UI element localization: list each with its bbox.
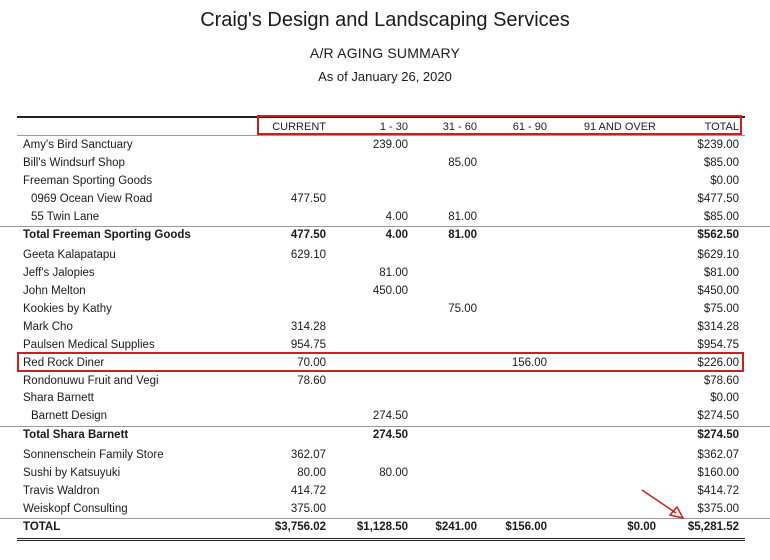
cell-total: $81.00 [703, 267, 739, 279]
customer-name: Total Shara Barnett [23, 429, 129, 441]
cell-total: $239.00 [697, 139, 739, 151]
cell-31-60: 75.00 [448, 303, 477, 315]
cell-91-over: $0.00 [627, 521, 656, 533]
cell-total: $362.07 [697, 449, 739, 461]
cell-1-30: 274.50 [372, 429, 408, 441]
table-row [0, 390, 770, 408]
cell-total: $78.60 [703, 375, 739, 387]
cell-total: $85.00 [703, 211, 739, 223]
cell-current: 362.07 [290, 449, 326, 461]
report-date: As of January 26, 2020 [318, 69, 452, 84]
table-row [0, 265, 770, 283]
cell-total: $0.00 [710, 392, 739, 404]
cell-1-30: 239.00 [372, 139, 408, 151]
cell-total: $274.50 [697, 429, 739, 441]
table-row [0, 283, 770, 301]
table-row [0, 173, 770, 191]
cell-31-60: 85.00 [448, 157, 477, 169]
grand-total-rule [17, 538, 745, 542]
customer-name: 55 Twin Lane [31, 211, 100, 223]
customer-name: Travis Waldron [23, 485, 100, 497]
customer-name: Amy's Bird Sanctuary [23, 139, 133, 151]
red-rock-diner-highlight [17, 352, 744, 372]
cell-current: 375.00 [290, 503, 326, 515]
cell-current: 477.50 [290, 229, 326, 241]
cell-total: $85.00 [703, 157, 739, 169]
customer-name: Bill's Windsurf Shop [23, 157, 125, 169]
cell-total: $562.50 [697, 229, 739, 241]
cell-61-90: $156.00 [505, 521, 547, 533]
col-header-1-30: 1 - 30 [379, 121, 408, 133]
customer-name: Kookies by Kathy [23, 303, 112, 315]
cell-current: 954.75 [290, 339, 326, 351]
table-row [0, 319, 770, 337]
customer-name: Red Rock Diner [23, 357, 105, 369]
cell-current: 477.50 [290, 193, 326, 205]
table-row [0, 247, 770, 265]
cell-1-30: 80.00 [379, 467, 408, 479]
subtotal-row [0, 426, 770, 445]
customer-name: Barnett Design [31, 410, 108, 422]
customer-name: Sushi by Katsuyuki [23, 467, 121, 479]
cell-current: 314.28 [290, 321, 326, 333]
table-row [0, 191, 770, 209]
customer-name: Rondonuwu Fruit and Vegi [23, 375, 159, 387]
table-row [0, 301, 770, 319]
cell-current: 78.60 [297, 375, 326, 387]
col-header-61-90: 61 - 90 [512, 121, 547, 133]
cell-current: 70.00 [297, 357, 326, 369]
col-header-total: TOTAL [704, 121, 739, 133]
column-header-highlight [257, 115, 742, 135]
customer-name: Weiskopf Consulting [23, 503, 128, 515]
customer-name: Total Freeman Sporting Goods [23, 229, 191, 241]
col-header-91-over: 91 AND OVER [583, 121, 656, 133]
cell-total: $160.00 [697, 467, 739, 479]
cell-1-30: 4.00 [385, 229, 408, 241]
customer-name: Geeta Kalapatapu [23, 249, 116, 261]
col-header-current: CURRENT [272, 121, 326, 133]
cell-total: $314.28 [697, 321, 739, 333]
subtotal-row [0, 226, 770, 245]
cell-1-30: 450.00 [372, 285, 408, 297]
cell-31-60: 81.00 [448, 211, 477, 223]
cell-total: $954.75 [697, 339, 739, 351]
header-bottom-rule [17, 135, 745, 136]
customer-name: Paulsen Medical Supplies [23, 339, 155, 351]
cell-61-90: 156.00 [511, 357, 547, 369]
table-row [0, 373, 770, 391]
table-row [0, 447, 770, 465]
cell-current: 414.72 [290, 485, 326, 497]
cell-total: $477.50 [697, 193, 739, 205]
cell-current: $3,756.02 [274, 521, 326, 533]
cell-total: $0.00 [710, 175, 739, 187]
table-row [0, 465, 770, 483]
cell-total: $5,281.52 [687, 521, 739, 533]
company-name: Craig's Design and Landscaping Services [200, 9, 570, 31]
table-row [0, 137, 770, 155]
cell-31-60: $241.00 [435, 521, 477, 533]
cell-1-30: $1,128.50 [356, 521, 408, 533]
cell-total: $450.00 [697, 285, 739, 297]
table-row [0, 408, 770, 426]
cell-1-30: 4.00 [385, 211, 408, 223]
cell-total: $274.50 [697, 410, 739, 422]
customer-name: Mark Cho [23, 321, 73, 333]
customer-name: TOTAL [23, 521, 61, 533]
grand-total-row [0, 518, 770, 537]
customer-name: Sonnenschein Family Store [23, 449, 164, 461]
customer-name: Jeff's Jalopies [23, 267, 95, 279]
customer-name: Shara Barnett [23, 392, 94, 404]
cell-total: $629.10 [697, 249, 739, 261]
cell-current: 629.10 [290, 249, 326, 261]
cell-total: $375.00 [697, 503, 739, 515]
cell-31-60: 81.00 [448, 229, 477, 241]
table-row [0, 209, 770, 227]
cell-total: $414.72 [697, 485, 739, 497]
cell-1-30: 81.00 [379, 267, 408, 279]
report-title: A/R AGING SUMMARY [309, 45, 461, 61]
cell-total: $226.00 [697, 357, 739, 369]
red-arrow-icon [640, 488, 685, 520]
customer-name: 0969 Ocean View Road [31, 193, 153, 205]
cell-1-30: 274.50 [372, 410, 408, 422]
customer-name: Freeman Sporting Goods [23, 175, 153, 187]
customer-name: John Melton [23, 285, 86, 297]
cell-total: $75.00 [703, 303, 739, 315]
cell-current: 80.00 [297, 467, 326, 479]
col-header-31-60: 31 - 60 [442, 121, 477, 133]
table-row [0, 155, 770, 173]
